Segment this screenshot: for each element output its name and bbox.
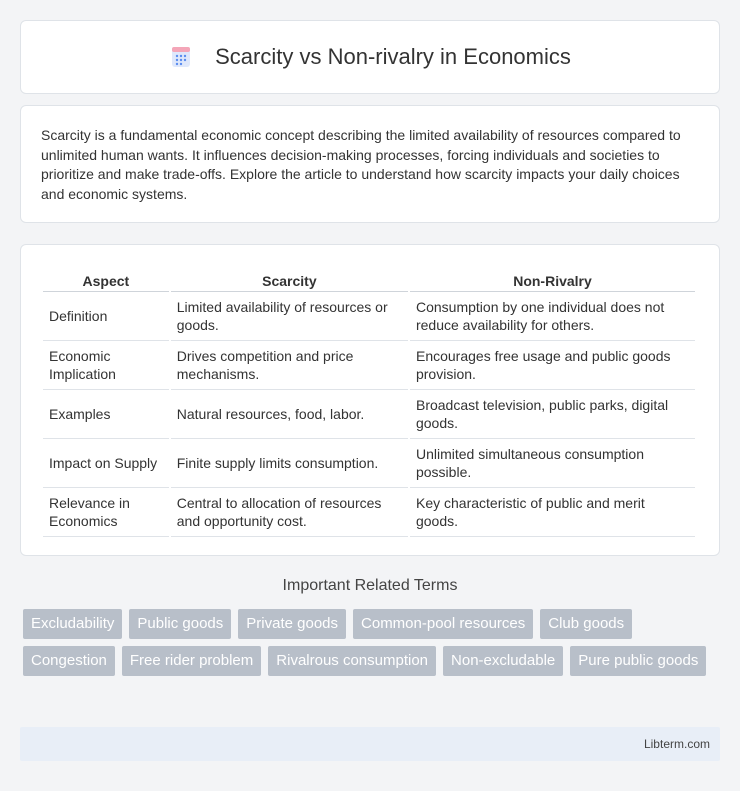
- table-cell: Impact on Supply: [43, 439, 169, 488]
- term-tag[interactable]: Free rider problem: [122, 646, 261, 676]
- table-header-scarcity: Scarcity: [171, 267, 408, 292]
- table-cell: Unlimited simultaneous consumption possible.: [410, 439, 695, 488]
- footer: [20, 727, 720, 761]
- document-list-icon: [169, 45, 193, 69]
- term-tag[interactable]: Club goods: [540, 609, 632, 639]
- table-cell: Limited availability of resources or goods.: [171, 292, 408, 341]
- term-tag[interactable]: Pure public goods: [570, 646, 706, 676]
- term-tag[interactable]: Rivalrous consumption: [268, 646, 436, 676]
- table-header-aspect: Aspect: [43, 267, 169, 292]
- intro-text: Scarcity is a fundamental economic concept describing the limited availability of resources compared to unlimited human wants. It influences decision-making processes, forcing individuals and societies to prioritize and make trade-offs. Explore the article to understand how scarcity impacts your daily choices and economic systems.: [41, 127, 681, 202]
- header-card: [20, 20, 720, 94]
- intro-card: [20, 105, 720, 223]
- comparison-table: [41, 267, 697, 537]
- term-tag[interactable]: Public goods: [129, 609, 231, 639]
- table-cell: Key characteristic of public and merit goods.: [410, 488, 695, 537]
- table-cell: Finite supply limits consumption.: [171, 439, 408, 488]
- table-row: [43, 292, 695, 341]
- table-cell: Encourages free usage and public goods provision.: [410, 341, 695, 390]
- table-row: [43, 488, 695, 537]
- related-terms-title: Important Related Terms: [282, 577, 458, 594]
- footer-site-link[interactable]: Libterm.com: [643, 737, 710, 751]
- term-tag[interactable]: Congestion: [23, 646, 115, 676]
- table-row: [43, 439, 695, 488]
- table-header-non-rivalry: Non-Rivalry: [410, 267, 695, 292]
- related-terms-list: [23, 609, 723, 676]
- table-cell: Definition: [43, 292, 169, 341]
- term-tag[interactable]: Common-pool resources: [353, 609, 533, 639]
- table-cell: Examples: [43, 390, 169, 439]
- term-tag[interactable]: Excludability: [23, 609, 122, 639]
- table-cell: Relevance in Economics: [43, 488, 169, 537]
- table-header-row: [43, 267, 695, 292]
- table-cell: Drives competition and price mechanisms.: [171, 341, 408, 390]
- table-cell: Natural resources, food, labor.: [171, 390, 408, 439]
- table-cell: Economic Implication: [43, 341, 169, 390]
- table-cell: Consumption by one individual does not reduce availability for others.: [410, 292, 695, 341]
- table-row: [43, 390, 695, 439]
- page-title: Scarcity vs Non-rivalry in Economics: [215, 44, 571, 69]
- table-row: [43, 341, 695, 390]
- comparison-table-card: [20, 244, 720, 556]
- table-cell: Broadcast television, public parks, digital goods.: [410, 390, 695, 439]
- term-tag[interactable]: Private goods: [238, 609, 346, 639]
- table-cell: Central to allocation of resources and opportunity cost.: [171, 488, 408, 537]
- term-tag[interactable]: Non-excludable: [443, 646, 563, 676]
